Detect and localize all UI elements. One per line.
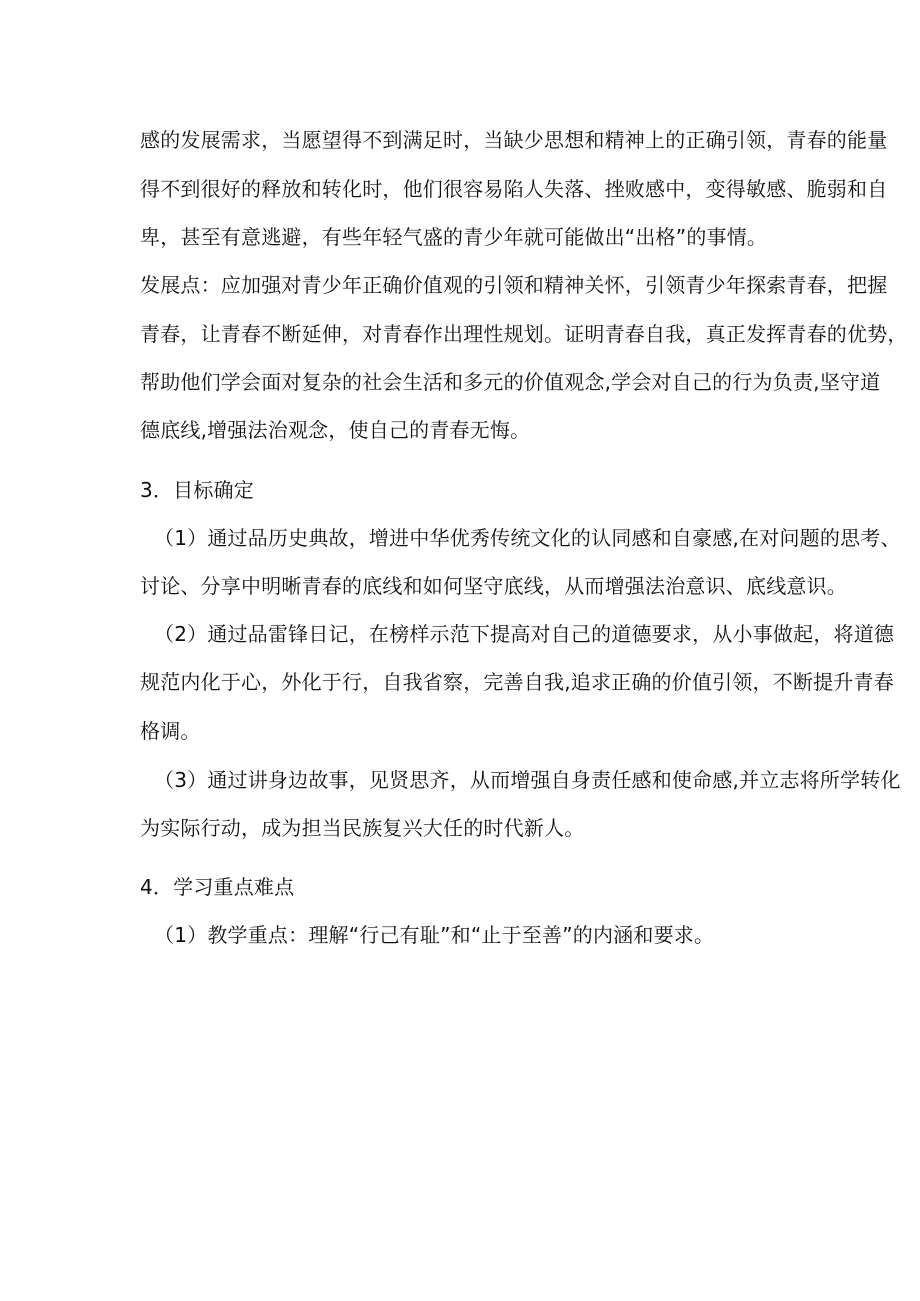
text-line: 感的发展需求，当愿望得不到满足时，当缺少思想和精神上的正确引领，青春的能量	[140, 128, 888, 152]
text-line: 帮助他们学会面对复杂的社会生活和多元的价值观念,学会对自己的行为负责,坚守道	[140, 370, 881, 394]
text-line: 为实际行动，成为担当民族复兴大任的时代新人。	[140, 816, 585, 840]
text-line: 得不到很好的释放和转化时，他们很容易陷人失落、挫败感中，变得敏感、脆弱和自	[140, 177, 888, 201]
text-line: （3）通过讲身边故事，见贤思齐，从而增强自身责任感和使命感,并立志将所学转化	[154, 768, 901, 792]
text-line: 规范内化于心，外化于行，自我省察，完善自我,追求正确的价值引领，不断提升青春	[140, 670, 894, 694]
text-line: 发展点：应加强对青少年正确价值观的引领和精神关怀，引领青少年探索青春，把握	[140, 273, 888, 297]
section-heading: 4．学习重点难点	[140, 875, 295, 899]
text-line: 青春，让青春不断延伸，对青春作出理性规划。证明青春自我，真正发挥青春的优势，	[140, 322, 908, 346]
section-heading: 3．目标确定	[140, 478, 254, 502]
text-line: （1）通过品历史典故，增进中华优秀传统文化的认同感和自豪感,在对问题的思考、	[154, 526, 901, 550]
text-line: 讨论、分享中明晰青春的底线和如何坚守底线，从而增强法治意识、底线意识。	[140, 574, 847, 598]
text-line: 格调。	[140, 719, 201, 743]
text-line: 卑，甚至有意逃避，有些年轻气盛的青少年就可能做出“出格”的事情。	[140, 225, 768, 249]
text-line: （1）教学重点：理解“行己有耻”和“止于至善”的内涵和要求。	[154, 923, 715, 947]
text-line: 德底线,增强法治观念，使自己的青春无悔。	[140, 418, 531, 442]
text-line: （2）通过品雷锋日记，在榜样示范下提高对自己的道德要求，从小事做起，将道德	[154, 622, 895, 646]
